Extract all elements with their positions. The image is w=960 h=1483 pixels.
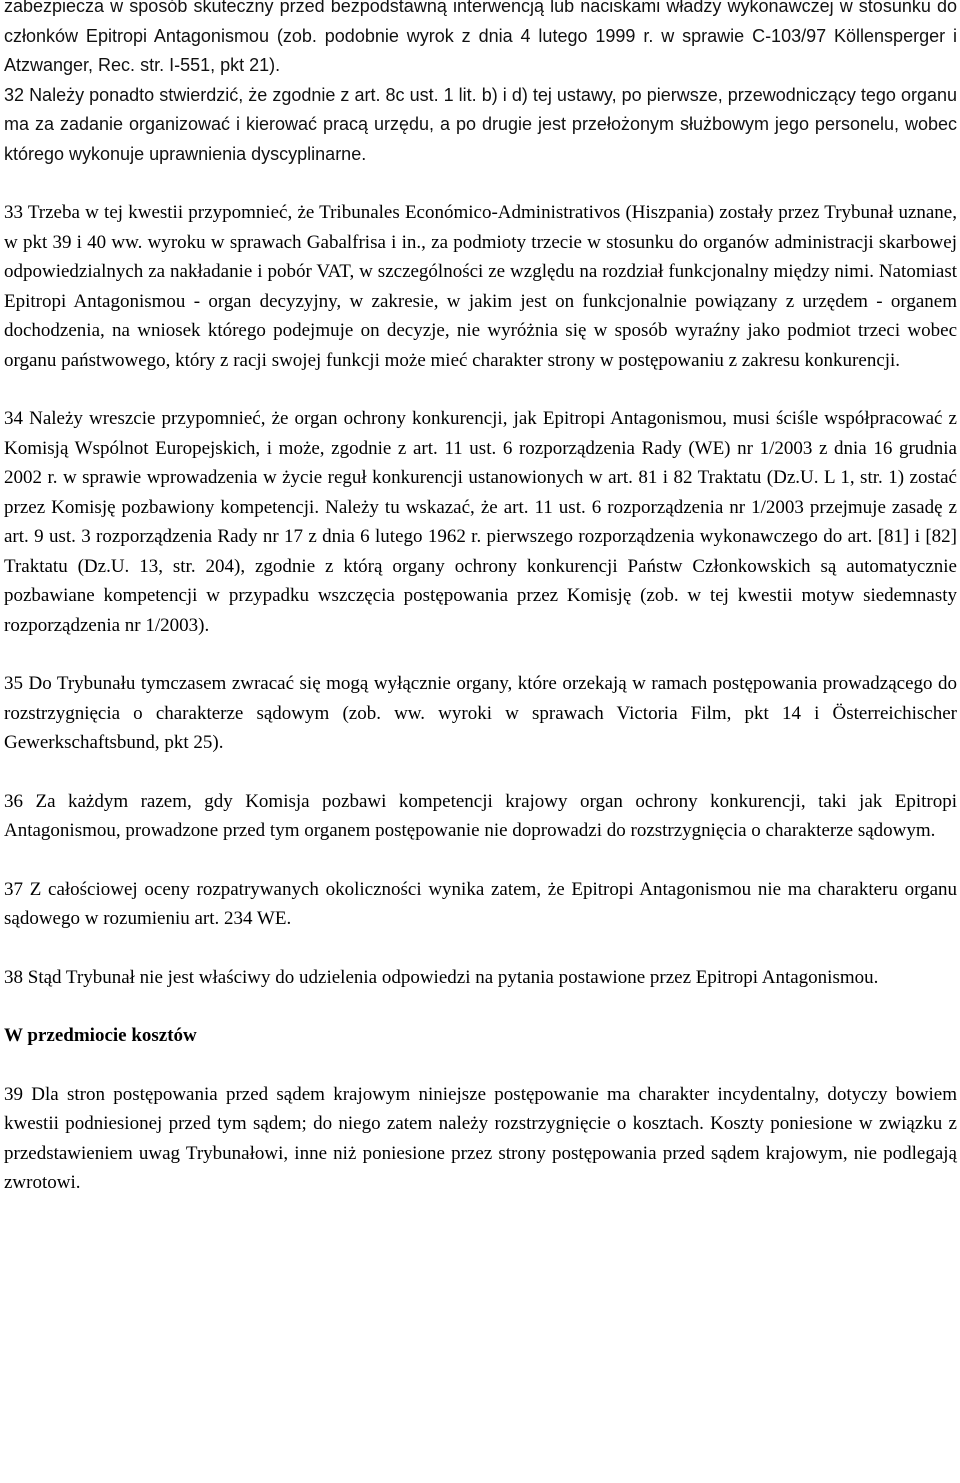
paragraph-32: 32 Należy ponadto stwierdzić, że zgodnie z art. 8c ust. 1 lit. b) i d) tej ustawy, po pierwsze, przewodniczący tego organu ma za zadanie organizować i kierować pracą urzędu, a po drugie jest przełożonym służbowym jego personelu, wobec którego wykonuje uprawnienia dyscyplinarne. xyxy=(4,84,957,164)
paragraph-33: 33 Trzeba w tej kwestii przypomnieć, że Tribunales Económico-Administrativos (Hiszpania) zostały przez Trybunał uznane, w pkt 39 i 40 ww. wyroku w sprawach Gabalfrisa i in., za podmioty trzecie w stosunku do organów administracji skarbowej odpowiedzialnych za nakładanie i pobór VAT, w szczególności ze względu na rozdział funkcjonalny między nimi. Natomiast Epitropi Antagonismou - organ decyzyjny, w zakresie, w jakim jest on funkcjonalnie powiązany z urzędem - organem dochodzenia, na wniosek którego podejmuje on decyzje, nie wyróżnia się w sposób wyraźny jako podmiot trzeci wobec organu państwowego, który z racji swojej funkcji może mieć charakter strony w postępowaniu z zakresu konkurencji. xyxy=(4,202,957,371)
paragraph-intro: zabezpiecza w sposób skuteczny przed bezpodstawną interwencją lub naciskami władzy wykonawczej w stosunku do członków Epitropi Antagonismou (zob. podobnie wyrok z dnia 4 lutego 1999 r. w sprawie C-103/97 Köllensperger i Atzwanger, Rec. str. I-551, pkt 21). xyxy=(4,0,957,75)
paragraph-36: 36 Za każdym razem, gdy Komisja pozbawi kompetencji krajowy organ ochrony konkurencji, taki jak Epitropi Antagonismou, prowadzone przed tym organem postępowanie nie doprowadzi do rozstrzygnięcia o charakterze sądowym. xyxy=(4,790,957,841)
paragraph-34: 34 Należy wreszcie przypomnieć, że organ ochrony konkurencji, jak Epitropi Antagonismou, musi ściśle współpracować z Komisją Wspólnot Europejskich, i może, zgodnie z art. 11 ust. 6 rozporządzenia Rady (WE) nr 1/2003 z dnia 16 grudnia 2002 r. w sprawie wprowadzenia w życie reguł konkurencji ustanowionych w art. 81 i 82 Traktatu (Dz.U. L 1, str. 1) zostać przez Komisję pozbawiony kompetencji. Należy tu wskazać, że art. 11 ust. 6 rozporządzenia nr 1/2003 przejmuje zasadę z art. 9 ust. 3 rozporządzenia Rady nr 17 z dnia 6 lutego 1962 r. pierwszego rozporządzenia wykonawczego do art. [81] i [82] Traktatu (Dz.U. 13, str. 204), zgodnie z którą organy ochrony konkurencji Państw Członkowskich są automatycznie pozbawiane kompetencji w przypadku wszczęcia postępowania przez Komisję (zob. w tej kwestii motyw siedemnasty rozporządzenia nr 1/2003). xyxy=(4,408,957,636)
document-page xyxy=(4,0,957,1227)
paragraph-39: 39 Dla stron postępowania przed sądem krajowym niniejsze postępowanie ma charakter incydentalny, dotyczy bowiem kwestii podniesionej przed tym sądem; do niego zatem należy rozstrzygnięcie o kosztach. Koszty poniesione w związku z przedstawieniem uwag Trybunałowi, inne niż poniesione przez strony postępowania przed sądem krajowym, nie podlegają zwrotowi. xyxy=(4,1083,957,1193)
paragraph-37: 37 Z całościowej oceny rozpatrywanych okoliczności wynika zatem, że Epitropi Antagonismou nie ma charakteru organu sądowego w rozumieniu art. 234 WE. xyxy=(4,878,957,929)
section-heading-costs: W przedmiocie kosztów xyxy=(4,1025,197,1046)
paragraph-38: 38 Stąd Trybunał nie jest właściwy do udzielenia odpowiedzi na pytania postawione przez Epitropi Antagonismou. xyxy=(4,966,879,988)
paragraph-35: 35 Do Trybunału tymczasem zwracać się mogą wyłącznie organy, które orzekają w ramach postępowania prowadzącego do rozstrzygnięcia o charakterze sądowym (zob. ww. wyroki w sprawach Victoria Film, pkt 14 i Österreichischer Gewerkschaftsbund, pkt 25). xyxy=(4,673,957,753)
